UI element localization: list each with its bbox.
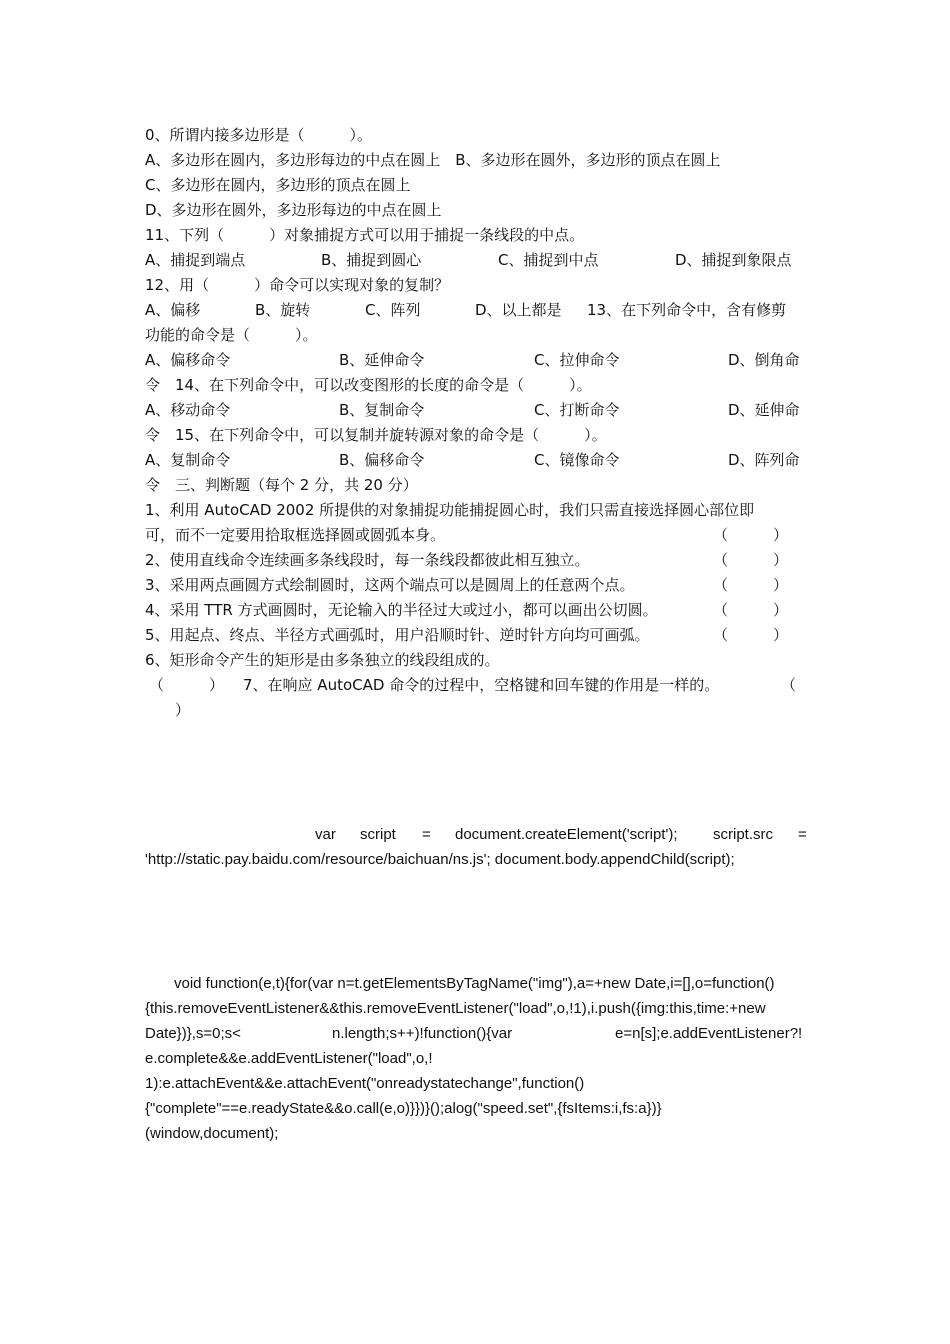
option-b: B、复制命令 xyxy=(339,401,425,419)
code-snippet-2-line-2: {this.removeEventListener&&this.removeEventListener("load",o,!1),i.push({img:this,time:+new xyxy=(145,1000,766,1017)
question-12-options xyxy=(145,298,807,323)
question-15-options xyxy=(145,448,807,473)
question-10-options-ab: A、多边形在圆内，多边形每边的中点在圆上 B、多边形在圆外，多边形的顶点在圆上 xyxy=(145,151,721,169)
question-13-options xyxy=(145,348,807,373)
answer-blank: （ ） xyxy=(713,526,789,544)
code-snippet-2-line-5: 1):e.attachEvent&&e.attachEvent("onreadystatechange",function() xyxy=(145,1075,585,1092)
question-10-option-c: C、多边形在圆内，多边形的顶点在圆上 xyxy=(145,176,411,194)
option-d: D、捕捉到象限点 xyxy=(675,251,792,269)
answer-blank: （ ） xyxy=(713,601,789,619)
judge-7: （ ） 7、在响应 AutoCAD 命令的过程中，空格键和回车键的作用是一样的。 （ xyxy=(145,673,807,698)
option-a: A、捕捉到端点 xyxy=(145,251,246,269)
question-13: 13、在下列命令中，含有修剪 xyxy=(587,301,787,319)
judge-2: 2、使用直线命令连续画多条线段时，每一条线段都彼此相互独立。 （ ） xyxy=(145,548,807,573)
judge-7-close: ） xyxy=(175,701,191,719)
code-snippet-1-continued: 'http://static.pay.baidu.com/resource/baichuan/ns.js'; document.body.appendChild(script); xyxy=(145,851,735,868)
question-15: 令 15、在下列命令中，可以复制并旋转源对象的命令是（ ）。 xyxy=(145,426,607,444)
option-b: B、捕捉到圆心 xyxy=(321,251,422,269)
answer-blank: （ ） xyxy=(713,626,789,644)
option-a: A、偏移 xyxy=(145,301,201,319)
option-b: B、延伸命令 xyxy=(339,351,425,369)
option-c: C、阵列 xyxy=(365,301,421,319)
judge-3: 3、采用两点画圆方式绘制圆时，这两个端点可以是圆周上的任意两个点。 （ ） xyxy=(145,573,807,598)
option-d: D、阵列命 xyxy=(728,451,800,469)
code-snippet-2-line-6: {"complete"==e.readyState&&o.call(e,o)}})}();alog("speed.set",{fsItems:i,fs:a})} xyxy=(145,1100,662,1117)
option-c: C、打断命令 xyxy=(534,401,620,419)
question-11-options xyxy=(145,248,807,273)
code-snippet-2-line-7: (window,document); xyxy=(145,1125,279,1142)
section-3-heading: 令 三、判断题（每个 2 分，共 20 分） xyxy=(145,476,418,494)
question-10-option-d: D、多边形在圆外，多边形每边的中点在圆上 xyxy=(145,201,442,219)
judge-5: 5、用起点、终点、半径方式画弧时，用户沿顺时针、逆时针方向均可画弧。 （ ） xyxy=(145,623,807,648)
question-13-continued: 功能的命令是（ ）。 xyxy=(145,326,318,344)
code-snippet-1: var script = document.createElement('script'); script.src = xyxy=(315,826,807,843)
answer-blank: （ ） xyxy=(713,551,789,569)
judge-1-continued: 可，而不一定要用拾取框选择圆或圆弧本身。 （ ） xyxy=(145,523,807,548)
option-b: B、偏移命令 xyxy=(339,451,425,469)
question-14: 令 14、在下列命令中，可以改变图形的长度的命令是（ ）。 xyxy=(145,376,592,394)
judge-4: 4、采用 TTR 方式画圆时，无论输入的半径过大或过小，都可以画出公切圆。 （ ） xyxy=(145,598,807,623)
code-snippet-2: void function(e,t){for(var n=t.getElementsByTagName("img"),a=+new Date,i=[],o=function() xyxy=(174,975,775,992)
question-10: 0、所谓内接多边形是（ ）。 xyxy=(145,126,373,144)
option-c: C、镜像命令 xyxy=(534,451,620,469)
question-14-options xyxy=(145,398,807,423)
option-c: C、捕捉到中点 xyxy=(498,251,599,269)
judge-6: 6、矩形命令产生的矩形是由多条独立的线段组成的。 xyxy=(145,651,500,669)
option-a: A、偏移命令 xyxy=(145,351,231,369)
answer-blank: （ ） xyxy=(713,576,789,594)
code-snippet-2-line-3: Date})},s=0;s< n.length;s++)!function(){var e=n[s];e.addEventListener?! xyxy=(145,1025,803,1042)
option-d: D、延伸命 xyxy=(728,401,800,419)
answer-blank: （ ） xyxy=(149,676,225,694)
option-a: A、移动命令 xyxy=(145,401,231,419)
code-snippet-2-line-4: e.complete&&e.addEventListener("load",o,! xyxy=(145,1050,433,1067)
option-c: C、拉伸命令 xyxy=(534,351,620,369)
option-a: A、复制命令 xyxy=(145,451,231,469)
question-12: 12、用（ ）命令可以实现对象的复制？ xyxy=(145,276,450,294)
option-d: D、倒角命 xyxy=(728,351,800,369)
question-11: 11、下列（ ）对象捕捉方式可以用于捕捉一条线段的中点。 xyxy=(145,226,585,244)
judge-1: 1、利用 AutoCAD 2002 所提供的对象捕捉功能捕捉圆心时，我们只需直接选择圆心部位即 xyxy=(145,501,755,519)
option-d: D、以上都是 xyxy=(475,301,562,319)
option-b: B、旋转 xyxy=(255,301,311,319)
